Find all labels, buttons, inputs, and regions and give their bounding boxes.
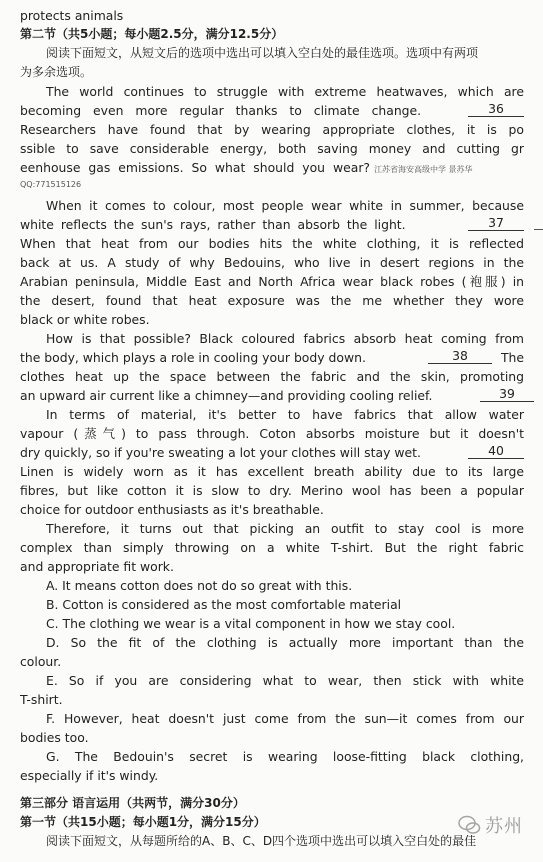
option-e-line1: E. So if you are considering what to wear, then stick with white: [46, 673, 524, 688]
passage-p4-line3-text: dry quickly, so if you're sweating a lot your clothes will stay wet.: [20, 445, 421, 460]
margin-mark: [534, 229, 543, 230]
option-d-line2: colour.: [20, 654, 62, 669]
wechat-icon: [457, 814, 481, 836]
passage-p1-line2: [20, 101, 524, 120]
blank-38: 38: [428, 348, 492, 364]
passage-p1-line3: Researchers have found that by wearing appropriate clothes, it is po: [20, 122, 524, 137]
passage-p3-line4: [20, 386, 534, 405]
passage-p3-line4-text: an upward air current like a chimney—and providing cooling relief.: [20, 388, 433, 403]
passage-p1-line5: [20, 158, 543, 179]
passage-p1-line4: ssible to save considerable energy, both saving money and cutting gr: [20, 141, 524, 156]
option-c: C. The clothing we wear is a vital component in how we stay cool.: [46, 616, 456, 631]
option-e-line2: T-shirt.: [20, 692, 63, 707]
passage-p2-line7: black or white robes.: [20, 312, 150, 327]
wechat-watermark: [457, 808, 543, 844]
passage-p2-line6: the desert, found that heat exposure was the me whether they wore: [20, 293, 524, 308]
passage-p4-line3: [20, 443, 524, 462]
blank-37: 37: [468, 215, 524, 231]
passage-p1-line5-text: eenhouse gas emissions. So what should you wear?: [20, 160, 370, 175]
option-d-line1: D. So the fit of the clothing is actually more important than the: [46, 635, 524, 650]
passage-p2-line2-text: white reflects the sun's rays, rather than absorb the light.: [20, 217, 406, 232]
option-f-line2: bodies too.: [20, 730, 89, 745]
option-f-line1: F. However, heat doesn't just come from the sun—it comes from our: [46, 711, 524, 726]
source-tag: 江苏省海安高级中学 景苏华: [373, 165, 473, 174]
passage-p3-line3: clothes heat up the space between the fabric and the skin, promoting: [20, 369, 524, 384]
passage-p2-line2: [20, 215, 524, 234]
passage-p5-line1: Therefore, it turns out that picking an outfit to stay cool is more: [46, 521, 524, 536]
passage-p4-line2: vapour (蒸气) to pass through. Coton absorbs moisture but it doesn't: [20, 426, 524, 441]
option-a: A. It means cotton does not do so great with this.: [46, 578, 353, 593]
passage-p1-line2-text: becoming even more regular thanks to climate change.: [20, 103, 422, 118]
blank-40: 40: [468, 443, 524, 459]
passage-p4-line1: In terms of material, it's better to have fabrics that allow water: [46, 407, 524, 422]
passage-p3-line2-end: The: [500, 350, 524, 365]
blank-39: 39: [480, 386, 534, 402]
passage-p5-line3: and appropriate fit work.: [20, 559, 174, 574]
passage-p5-line2: complex than simply throwing on a white T-shirt. But the right fabric: [20, 540, 524, 555]
passage-p1-line1: The world continues to struggle with extreme heatwaves, which are: [46, 84, 524, 99]
passage-p2-line3: When that heat from our bodies hits the white clothing, it is reflected: [20, 236, 524, 251]
qq-tag: QQ:771515126: [20, 180, 82, 189]
option-g-line1: G. The Bedouin's secret is wearing loose-fitting black clothing,: [46, 749, 524, 764]
passage-p4-line4: Linen is widely worn as it has excellent breath ability due to its large: [20, 464, 524, 479]
part3-section1-heading: 第一节（共15小题；每小题1分，满分15分）: [20, 815, 266, 829]
passage-p3-line2-text: the body, which plays a role in cooling your body down.: [20, 350, 366, 365]
option-g-line2: especially if it's windy.: [20, 768, 159, 783]
section2-instruction-line2: 为多余选项。: [20, 65, 93, 79]
blank-36: 36: [468, 101, 524, 117]
part3-heading: 第三部分 语言运用（共两节，满分30分）: [20, 796, 245, 810]
watermark-text: 苏州: [485, 816, 523, 837]
passage-p4-line6: choice for outdoor enthusiasts as it's breathable.: [20, 502, 324, 517]
passage-p4-line5: fibres, but like cotton it is slow to dry. Merino wool has been a popular: [20, 483, 524, 498]
section2-instruction-line1: 阅读下面短文，从短文后的选项中选出可以填入空白处的最佳选项。选项中有两项: [46, 46, 479, 60]
passage-p3-line2: [20, 348, 524, 367]
passage-p3-line1: How is that possible? Black coloured fabrics absorb heat coming from: [46, 331, 524, 346]
passage-p2-line5: Arabian peninsula, Middle East and North Africa wear black robes (袍服) in: [20, 274, 524, 289]
section2-heading: 第二节（共5小题；每小题2.5分，满分12.5分）: [20, 27, 284, 41]
passage-p2-line1: When it comes to colour, most people wear white in summer, because: [46, 198, 524, 213]
option-b: B. Cotton is considered as the most comfortable material: [46, 597, 402, 612]
previous-passage-fragment: protects animals: [20, 8, 124, 23]
part3-instruction: 阅读下面短文，从每题所给的A、B、C、D四个选项中选出可以填入空白处的最佳: [46, 834, 477, 848]
passage-p2-line4: back at us. A study of why Bedouins, who live in desert regions in the: [20, 255, 524, 270]
